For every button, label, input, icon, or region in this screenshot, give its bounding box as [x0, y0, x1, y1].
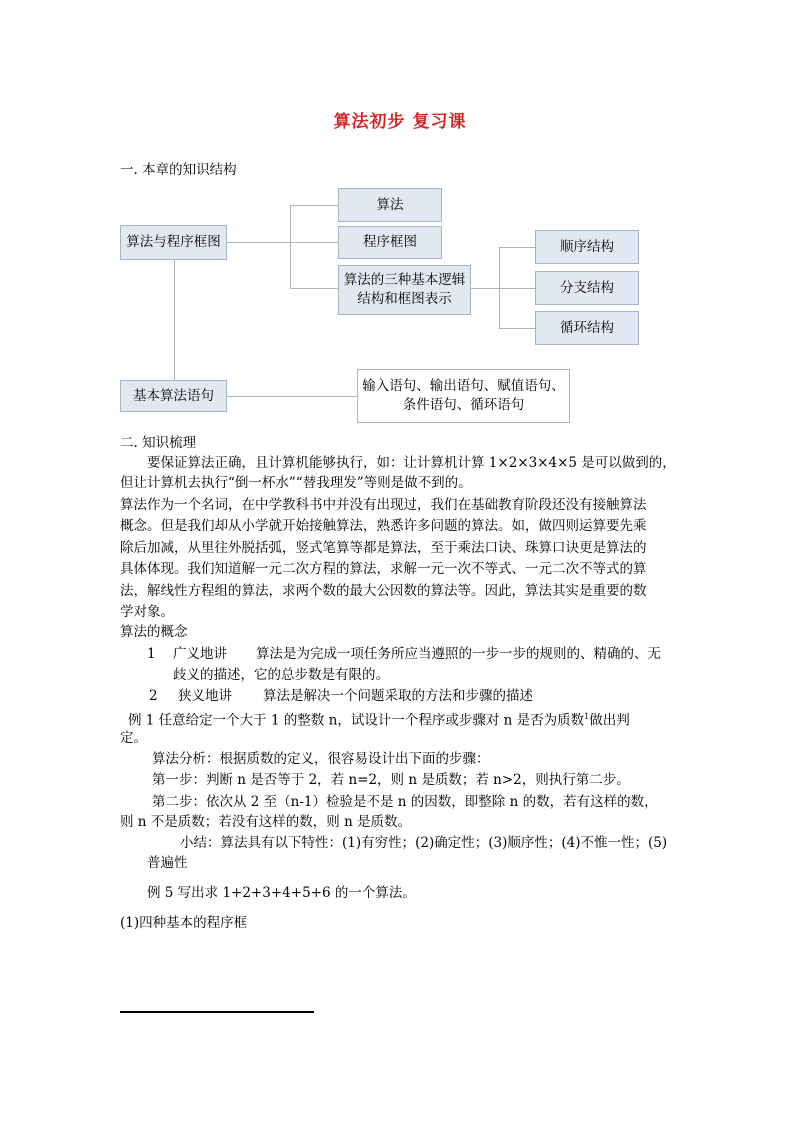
- paragraph-line: 例 5 写出求 1+2+3+4+5+6 的一个算法。: [147, 885, 416, 901]
- paragraph-line: 则 n 不是质数；若没有这样的数，则 n 是质数。: [120, 814, 412, 830]
- example-1-line: [128, 707, 630, 731]
- paragraph-line: 第一步：判断 n 是否等于 2，若 n=2，则 n 是质数；若 n>2，则执行第二步。: [152, 772, 630, 788]
- box-label-line2: 结构和框图表示: [357, 291, 452, 307]
- box-label: 程序框图: [363, 234, 417, 250]
- box-label: 顺序结构: [560, 238, 614, 255]
- footnote-marker[interactable]: 1: [584, 712, 590, 721]
- box-label-line2: 条件语句、循环语句: [402, 397, 525, 413]
- list-head: 广义地讲: [173, 646, 227, 662]
- paragraph-line: 算法是为完成一项任务所应当遵照的一步一步的规则的、精确的、无: [256, 646, 661, 662]
- connector-to-loop: [499, 328, 535, 329]
- connector-root-to-branch: [227, 242, 290, 243]
- connector-to-branch: [499, 288, 535, 289]
- section-heading-review: 二. 知识梳理: [120, 435, 197, 451]
- connector-logic-to-structures: [471, 288, 499, 289]
- paragraph-line: 第二步：依次从 2 至（n-1）检验是不是 n 的因数，即整除 n 的数，若有这样的数，: [152, 794, 658, 810]
- box-branch-structure: [535, 271, 639, 305]
- box-label-line1: 输入语句、输出语句、赋值语句、: [362, 378, 565, 394]
- paragraph-line: 具体体现。我们知道解一元二次方程的算法，求解一元一次不等式、一元二次不等式的算: [120, 561, 647, 577]
- page-title: 算法初步 复习课: [333, 112, 467, 132]
- list-head: 狭义地讲: [178, 688, 232, 704]
- paragraph-line: 法，解线性方程组的算法，求两个数的最大公因数的算法等。因此，算法其实是重要的数: [120, 583, 647, 599]
- box-algorithm-and-flowchart: [120, 225, 227, 260]
- box-label: 循环结构: [560, 319, 614, 336]
- footnote-separator: [120, 1011, 314, 1013]
- connector-to-logic: [290, 288, 338, 289]
- paragraph-line: 算法作为一个名词，在中学教科书中并没有出现过，我们在基础教育阶段还没有接触算法: [120, 497, 647, 513]
- paragraph-line: 学对象。: [120, 604, 174, 620]
- connector-to-algo: [290, 205, 338, 206]
- concept-heading: 算法的概念: [120, 624, 188, 640]
- box-label: 基本算法语句: [133, 387, 214, 404]
- box-algorithm: [338, 188, 442, 222]
- example-1-text: 例 1 任意给定一个大于 1 的整数 n，试设计一个程序或步骤对 n 是否为质数: [128, 712, 585, 729]
- box-label-line1: 算法的三种基本逻辑: [343, 272, 466, 288]
- paragraph-line: 要保证算法正确，且计算机能够执行，如：让计算机计算 1×2×3×4×5 是可以做到的，: [147, 455, 676, 471]
- connector-to-flowchart: [290, 242, 338, 243]
- box-three-logic-structures: [338, 265, 471, 315]
- paragraph-line: 算法分析：根据质数的定义，很容易设计出下面的步骤：: [152, 751, 490, 767]
- box-statement-types: [357, 369, 570, 423]
- example-1-text-end: 做出判: [589, 712, 630, 729]
- paragraph-line: (1)四种基本的程序框: [120, 915, 248, 931]
- list-number: 2: [149, 688, 158, 704]
- paragraph-line: 歧义的描述，它的总步数是有限的。: [173, 667, 389, 683]
- paragraph-line: 除后加减，从里往外脱括弧，竖式笔算等都是算法，至于乘法口诀、珠算口诀更是算法的: [120, 540, 647, 556]
- box-loop-structure: [535, 311, 639, 345]
- paragraph-line: 定。: [120, 730, 147, 746]
- connector-root-to-basic: [174, 259, 175, 380]
- section-heading-structure: 一. 本章的知识结构: [120, 162, 237, 178]
- paragraph-line: 算法是解决一个问题采取的方法和步骤的描述: [263, 688, 533, 704]
- paragraph-line: 小结：算法具有以下特性：(1)有穷性；(2)确定性；(3)顺序性；(4)不惟一性；(5): [180, 835, 668, 851]
- paragraph-line: 但让计算机去执行“倒一杯水”“替我理发”等则是做不到的。: [120, 475, 472, 491]
- box-label: 分支结构: [560, 279, 614, 296]
- box-label: 算法: [376, 196, 404, 213]
- box-sequence-structure: [535, 230, 639, 264]
- box-basic-statements: [120, 380, 227, 412]
- paragraph-line: 概念。但是我们却从小学就开始接触算法，熟悉许多问题的算法。如，做四则运算要先乘: [120, 518, 647, 534]
- box-flowchart: [338, 226, 442, 259]
- paragraph-line: 普遍性: [147, 855, 188, 871]
- box-label: 算法与程序框图: [126, 234, 221, 250]
- connector-vertical-branch: [290, 205, 291, 288]
- list-number: 1: [147, 646, 156, 662]
- connector-to-seq: [499, 247, 535, 248]
- connector-basic-to-statements: [227, 396, 357, 397]
